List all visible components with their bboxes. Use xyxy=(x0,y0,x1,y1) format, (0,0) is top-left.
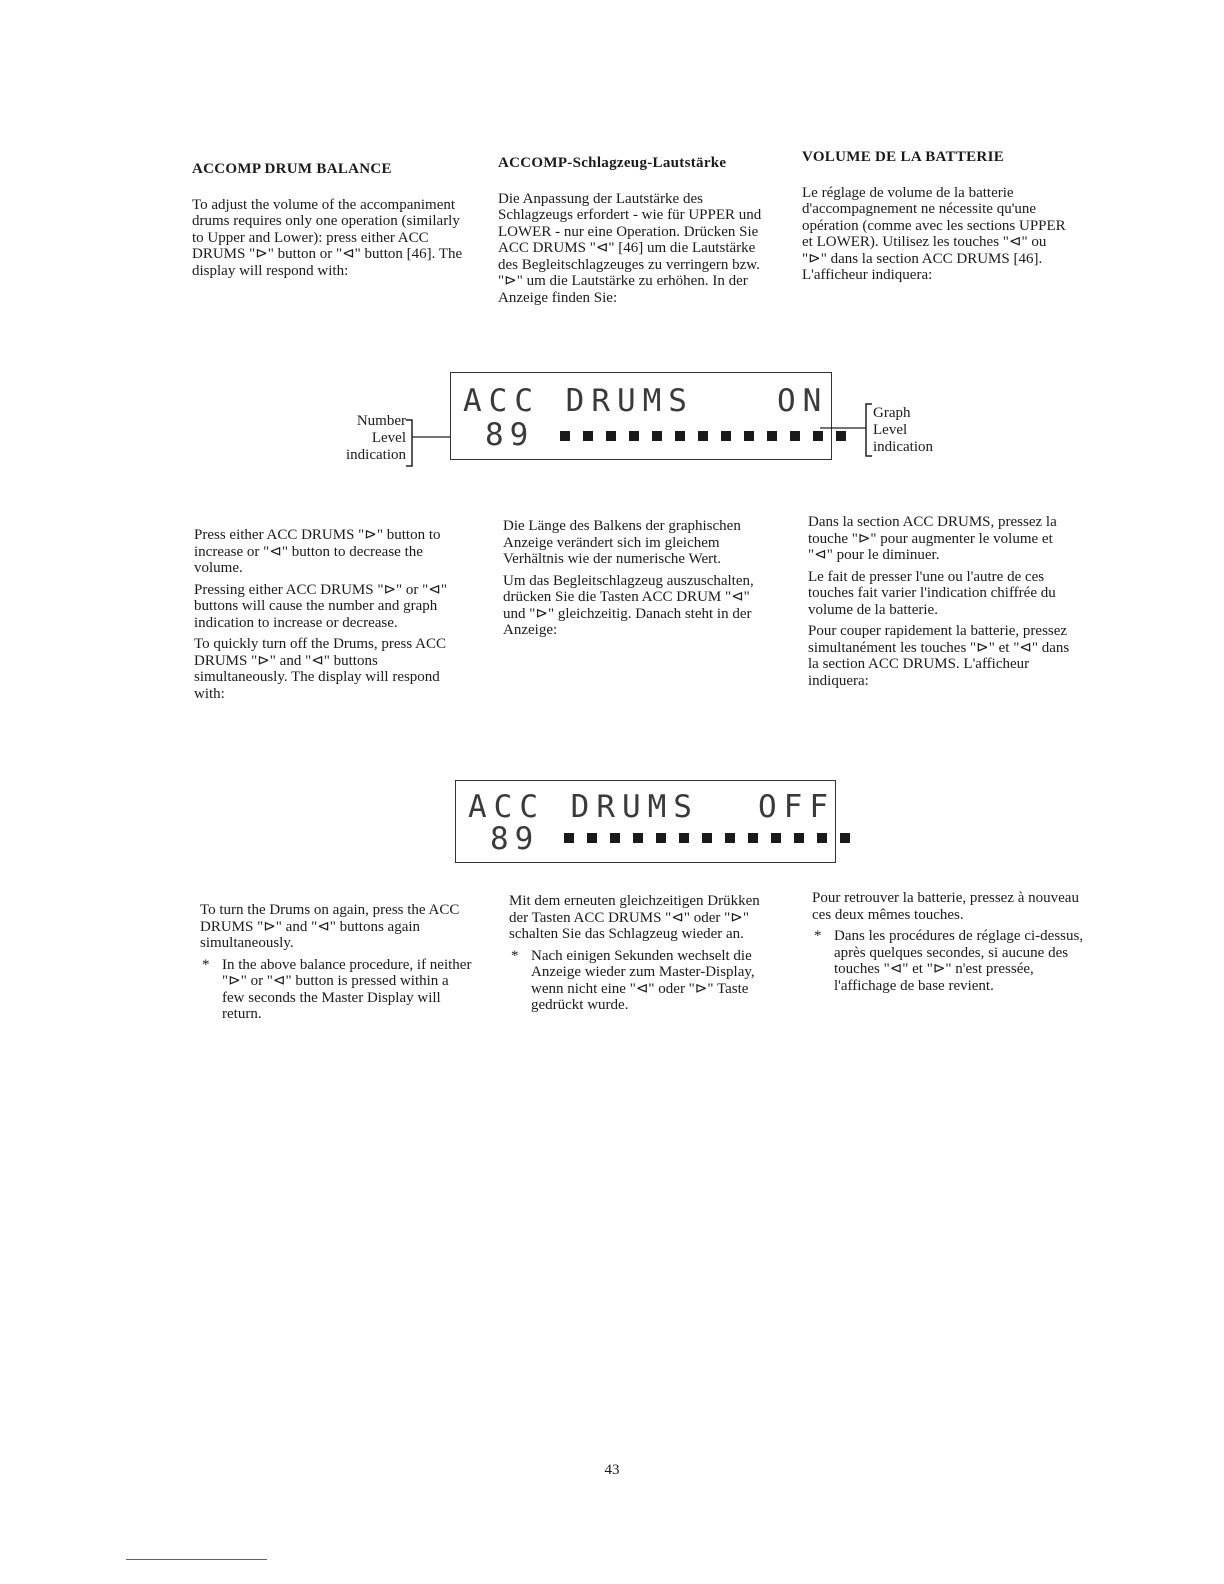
fr-heading: VOLUME DE LA BATTERIE xyxy=(802,149,1005,165)
fr-resume-text: Pour retrouver la batterie, pressez à nouveau ces deux mêmes touches. xyxy=(812,890,1079,923)
level-bar-segment xyxy=(744,431,754,441)
fr-adjust-p3: Pour couper rapidement la batterie, pressez simultanément les touches "⊳" et "⊲" dans la section ACC DRUMS. L'afficheur indiquera: xyxy=(808,623,1070,689)
lcd-on-number: 89 xyxy=(485,417,535,453)
level-bar-segment xyxy=(721,431,731,441)
level-bar-segment xyxy=(748,833,758,843)
lcd-on-level-graph xyxy=(560,431,846,441)
level-bar-segment xyxy=(767,431,777,441)
fr-adjust-column xyxy=(808,514,1080,694)
left-label-bracket xyxy=(404,418,452,468)
right-label-bracket xyxy=(820,402,876,460)
fr-adjust-p1: Dans la section ACC DRUMS, pressez la touche "⊳" pour augmenter le volume et "⊲" pour le diminuer. xyxy=(808,514,1057,563)
lcd-on-title: ACC DRUMS xyxy=(463,383,694,419)
level-bar-segment xyxy=(817,833,827,843)
label-left-2: Level xyxy=(371,430,406,446)
lcd-off-title: ACC DRUMS xyxy=(468,789,699,825)
level-bar-segment xyxy=(560,431,570,441)
label-right-2: Level xyxy=(873,422,908,438)
level-bar-segment xyxy=(564,833,574,843)
label-left-1: Number xyxy=(356,413,406,429)
en-resume-text: To turn the Drums on again, press the ACC DRUMS "⊳" and "⊲" buttons again simultaneously. xyxy=(200,902,460,951)
de-intro-column xyxy=(498,155,770,311)
en-note xyxy=(200,957,472,1023)
en-intro-text: To adjust the volume of the accompaniment drums requires only one operation (similarly to Upper and Lower): press either ACC DRUMS "⊳" button or "⊲" button [46]. The display will respond with: xyxy=(192,196,463,279)
level-bar-segment xyxy=(652,431,662,441)
label-right-3: indication xyxy=(873,439,933,455)
de-resume-text: Mit dem erneuten gleichzeitigen Drükken der Tasten ACC DRUMS "⊲" oder "⊳" schalten Sie das Schlagzeug wieder an. xyxy=(509,893,760,942)
level-bar-segment xyxy=(725,833,735,843)
label-right-1: Graph xyxy=(873,405,911,421)
level-bar-segment xyxy=(583,431,593,441)
de-resume-column xyxy=(509,893,781,1019)
lcd-off-state: OFF xyxy=(758,789,835,825)
note-marker: * xyxy=(202,956,210,973)
label-left-3: indication xyxy=(346,447,406,463)
de-heading: ACCOMP-Schlagzeug-Lautstärke xyxy=(498,155,727,171)
level-bar-segment xyxy=(610,833,620,843)
level-bar-segment xyxy=(675,431,685,441)
number-level-label xyxy=(334,413,406,464)
fr-intro-text: Le réglage de volume de la batterie d'accompagnement ne nécessite qu'une opération (comme avec les sections UPPER et LOWER). Utilisez les touches "⊲" ou "⊳" dans la section ACC DRUMS [46]. L'afficheur indiquera: xyxy=(802,184,1066,283)
level-bar-segment xyxy=(840,833,850,843)
de-note xyxy=(509,948,781,1014)
de-adjust-p2: Um das Begleitschlagzeug auszuschalten, drücken Sie die Tasten ACC DRUM "⊲" und "⊳" gleichzeitig. Danach steht in der Anzeige: xyxy=(503,572,754,638)
fr-intro-column xyxy=(802,149,1074,289)
level-bar-segment xyxy=(679,833,689,843)
en-adjust-column xyxy=(194,527,466,707)
lcd-display-off xyxy=(455,780,836,863)
de-adjust-p1: Die Länge des Balkens der graphischen Anzeige verändert sich im gleichem Verhältnis wie der numerische Wert. xyxy=(503,518,741,567)
level-bar-segment xyxy=(606,431,616,441)
level-bar-segment xyxy=(587,833,597,843)
level-bar-segment xyxy=(794,833,804,843)
en-intro-column xyxy=(192,161,464,284)
level-bar-segment xyxy=(629,431,639,441)
lcd-off-number: 89 xyxy=(490,821,540,857)
level-bar-segment xyxy=(656,833,666,843)
en-note-text: In the above balance procedure, if neither "⊳" or "⊲" button is pressed within a few seconds the Master Display will return. xyxy=(222,956,472,1022)
de-adjust-column xyxy=(503,518,775,644)
en-adjust-p2: Pressing either ACC DRUMS "⊳" or "⊲" buttons will cause the number and graph indication to increase or decrease. xyxy=(194,581,447,631)
level-bar-segment xyxy=(698,431,708,441)
note-marker: * xyxy=(814,928,822,944)
note-marker: * xyxy=(511,947,519,964)
lcd-off-level-graph xyxy=(564,833,850,843)
level-bar-segment xyxy=(771,833,781,843)
level-bar-segment xyxy=(633,833,643,843)
graph-level-label xyxy=(873,405,933,456)
lcd-on-state: ON xyxy=(777,383,829,419)
fr-note-text: Dans les procédures de réglage ci-dessus, après quelques secondes, si aucune des touches "⊲" et "⊳" n'est pressée, l'affichage de base revient. xyxy=(834,928,1084,994)
footnote-rule xyxy=(126,1559,267,1560)
level-bar-segment xyxy=(702,833,712,843)
lcd-display-on xyxy=(450,372,832,460)
de-intro-text: Die Anpassung der Lautstärke des Schlagzeugs erfordert - wie für UPPER und LOWER - nur eine Operation. Drücken Sie ACC DRUMS "⊲" [46] um die Lautstärke des Begleitschlagzeuges zu verringern bzw. "⊳" um die Lautstärke zu erhöhen. In der Anzeige finden Sie: xyxy=(498,190,762,306)
en-heading: ACCOMP DRUM BALANCE xyxy=(192,161,392,177)
en-resume-column xyxy=(200,902,472,1028)
fr-adjust-p2: Le fait de presser l'une ou l'autre de ces touches fait varier l'indication chiffrée du volume de la batterie. xyxy=(808,568,1056,618)
fr-note xyxy=(812,928,1084,994)
page-number: 43 xyxy=(604,1462,620,1478)
de-note-text: Nach einigen Sekunden wechselt die Anzeige wieder zum Master-Display, wenn nicht eine "⊲" oder "⊳" Taste gedrückt wurde. xyxy=(531,947,755,1013)
en-adjust-p1: Press either ACC DRUMS "⊳" button to increase or "⊲" button to decrease the volume. xyxy=(194,527,441,576)
fr-resume-column xyxy=(812,890,1084,999)
en-adjust-p3: To quickly turn off the Drums, press ACC DRUMS "⊳" and "⊲" buttons simultaneously. The display will respond with: xyxy=(194,636,446,702)
level-bar-segment xyxy=(790,431,800,441)
